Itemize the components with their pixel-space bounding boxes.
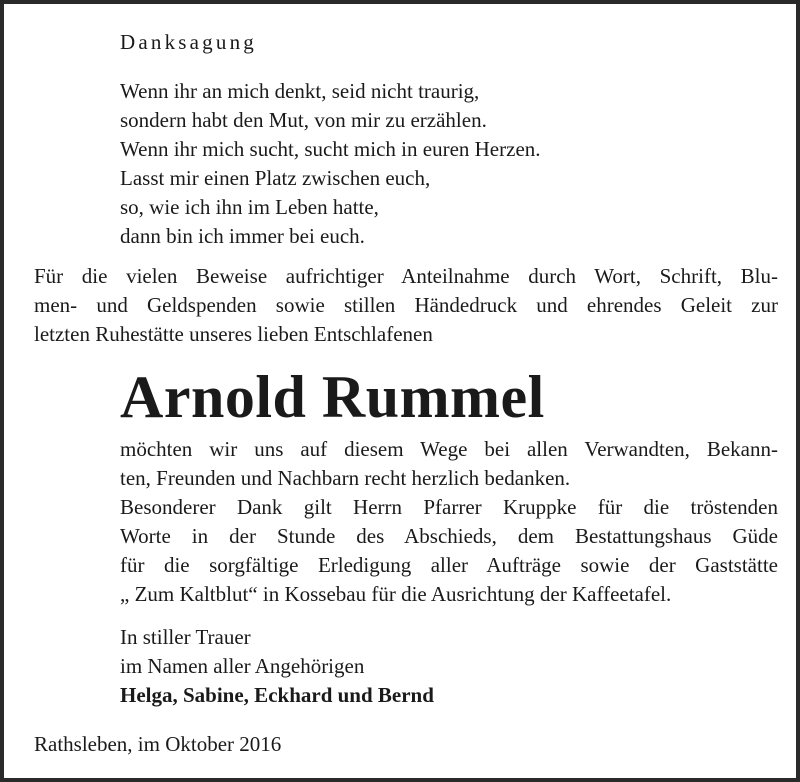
poem-line: so, wie ich ihn im Leben hatte, <box>120 195 379 219</box>
intro-line: Für die vielen Beweise aufrichtiger Anteilnahme durch Wort, Schrift, Blu- <box>34 264 778 288</box>
place-date: Rathsleben, im Oktober 2016 <box>34 732 282 756</box>
closing-block <box>120 623 434 710</box>
closing-line: im Namen aller Angehörigen <box>120 654 365 678</box>
poem-line: Wenn ihr mich sucht, sucht mich in euren Herzen. <box>120 137 541 161</box>
poem-line: dann bin ich immer bei euch. <box>120 224 365 248</box>
intro-line: letzten Ruhestätte unseres lieben Entschlafenen <box>34 322 433 346</box>
deceased-name: Arnold Rummel <box>120 364 545 430</box>
notice-heading: Danksagung <box>120 30 257 54</box>
thanks-line: „ Zum Kaltblut“ in Kossebau für die Ausrichtung der Kaffeetafel. <box>120 582 672 606</box>
poem-block <box>120 77 541 251</box>
poem-line: sondern habt den Mut, von mir zu erzählen. <box>120 108 487 132</box>
thanks-line: ten, Freunden und Nachbarn recht herzlich bedanken. <box>120 466 571 490</box>
intro-line: men- und Geldspenden sowie stillen Händedruck und ehrendes Geleit zur <box>34 293 778 317</box>
family-names: Helga, Sabine, Eckhard und Bernd <box>120 683 434 707</box>
thanks-paragraph <box>120 435 778 609</box>
thanks-line: möchten wir uns auf diesem Wege bei allen Verwandten, Bekann- <box>120 437 778 461</box>
thanks-line: für die sorgfältige Erledigung aller Aufträge sowie der Gaststätte <box>120 553 778 577</box>
poem-line: Lasst mir einen Platz zwischen euch, <box>120 166 431 190</box>
poem-line: Wenn ihr an mich denkt, seid nicht traurig, <box>120 79 480 103</box>
intro-paragraph <box>34 262 778 349</box>
closing-line: In stiller Trauer <box>120 625 251 649</box>
thanks-line: Worte in der Stunde des Abschieds, dem Bestattungshaus Güde <box>120 524 778 548</box>
thanks-line: Besonderer Dank gilt Herrn Pfarrer Kruppke für die tröstenden <box>120 495 778 519</box>
